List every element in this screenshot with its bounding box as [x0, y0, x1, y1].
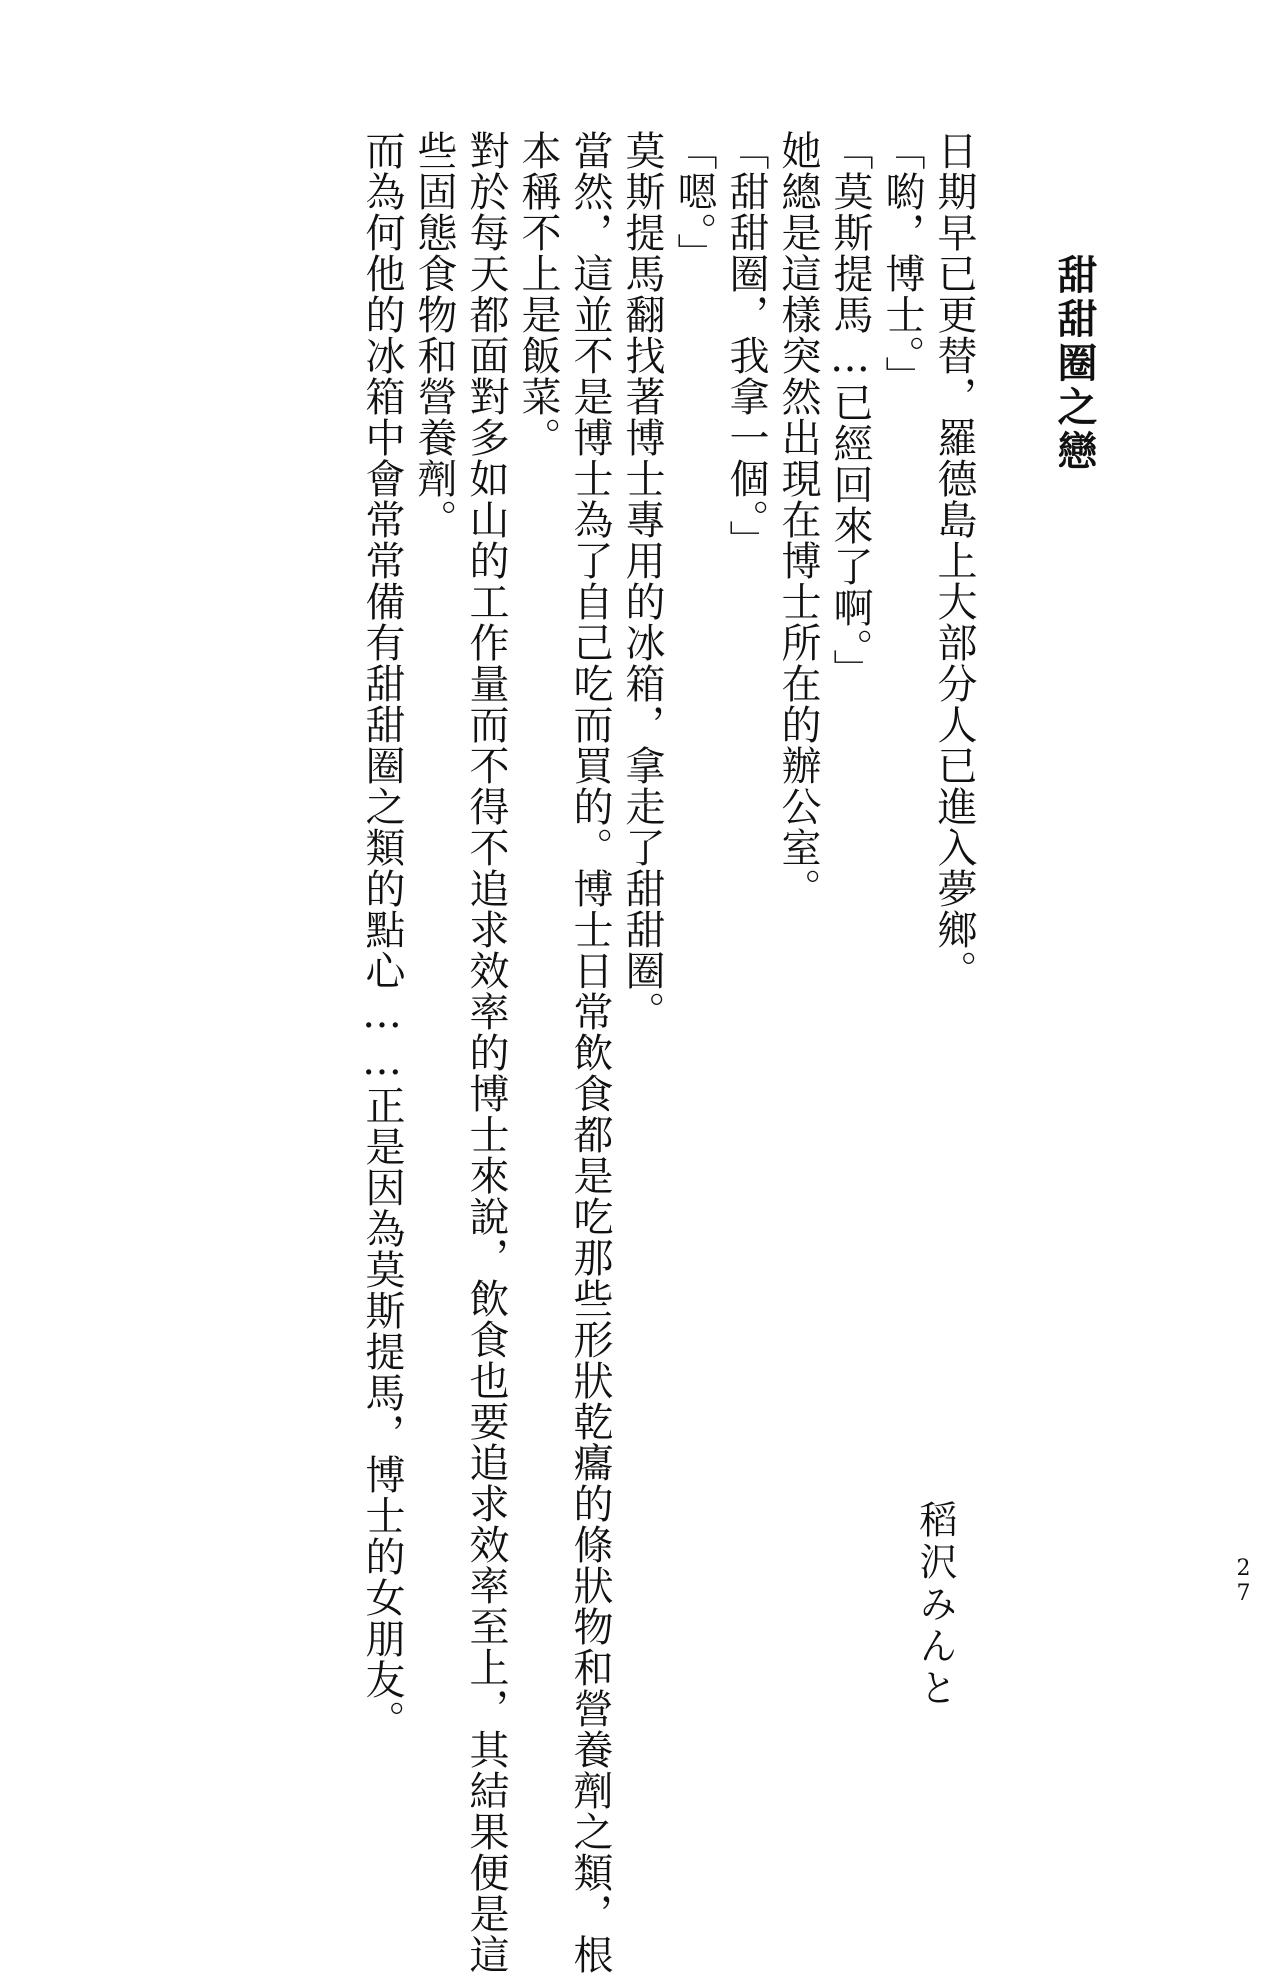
paragraph-line: 本稱不上是飯菜。: [515, 130, 561, 458]
paragraph-line: 對於每天都面對多如山的工作量而不得不追求效率的博士來說，飲食也要追求效率至上，其結果便是這: [463, 130, 509, 1975]
paragraph-line: 莫斯提馬翻找著博士專用的冰箱，拿走了甜甜圈。: [619, 130, 665, 1032]
paragraph-line: 她總是這樣突然出現在博士所在的辦公室。: [775, 130, 821, 909]
page-number-value: 27: [1231, 1556, 1256, 1606]
page-number: [1231, 1556, 1256, 1606]
paragraph-line: 「甜甜圈，我拿一個。」: [723, 130, 769, 561]
body-text: [340, 130, 980, 1975]
paragraph-line: 「喲，博士。」: [879, 130, 925, 397]
paragraph-line: 日期早已更替，羅德島上大部分人已進入夢鄉。: [931, 130, 977, 991]
paragraph-line: 「嗯。」: [671, 130, 717, 274]
paragraph-line: 「莫斯提馬…已經回來了啊。」: [827, 130, 873, 690]
paragraph-line: 當然，這並不是博士為了自己吃而買的。博士日常飲食都是吃那些形狀乾癟的條狀物和營養劑之類，根: [567, 130, 613, 1975]
chapter-title: 甜甜圈之戀: [1051, 254, 1098, 474]
author-name: 稻沢みんと: [913, 1500, 957, 1710]
paragraph-line: 而為何他的冰箱中會常常備有甜甜圈之類的點心……正是因為莫斯提馬，博士的女朋友。: [359, 130, 405, 1741]
paragraph-line: 些固態食物和營養劑。: [411, 130, 457, 540]
